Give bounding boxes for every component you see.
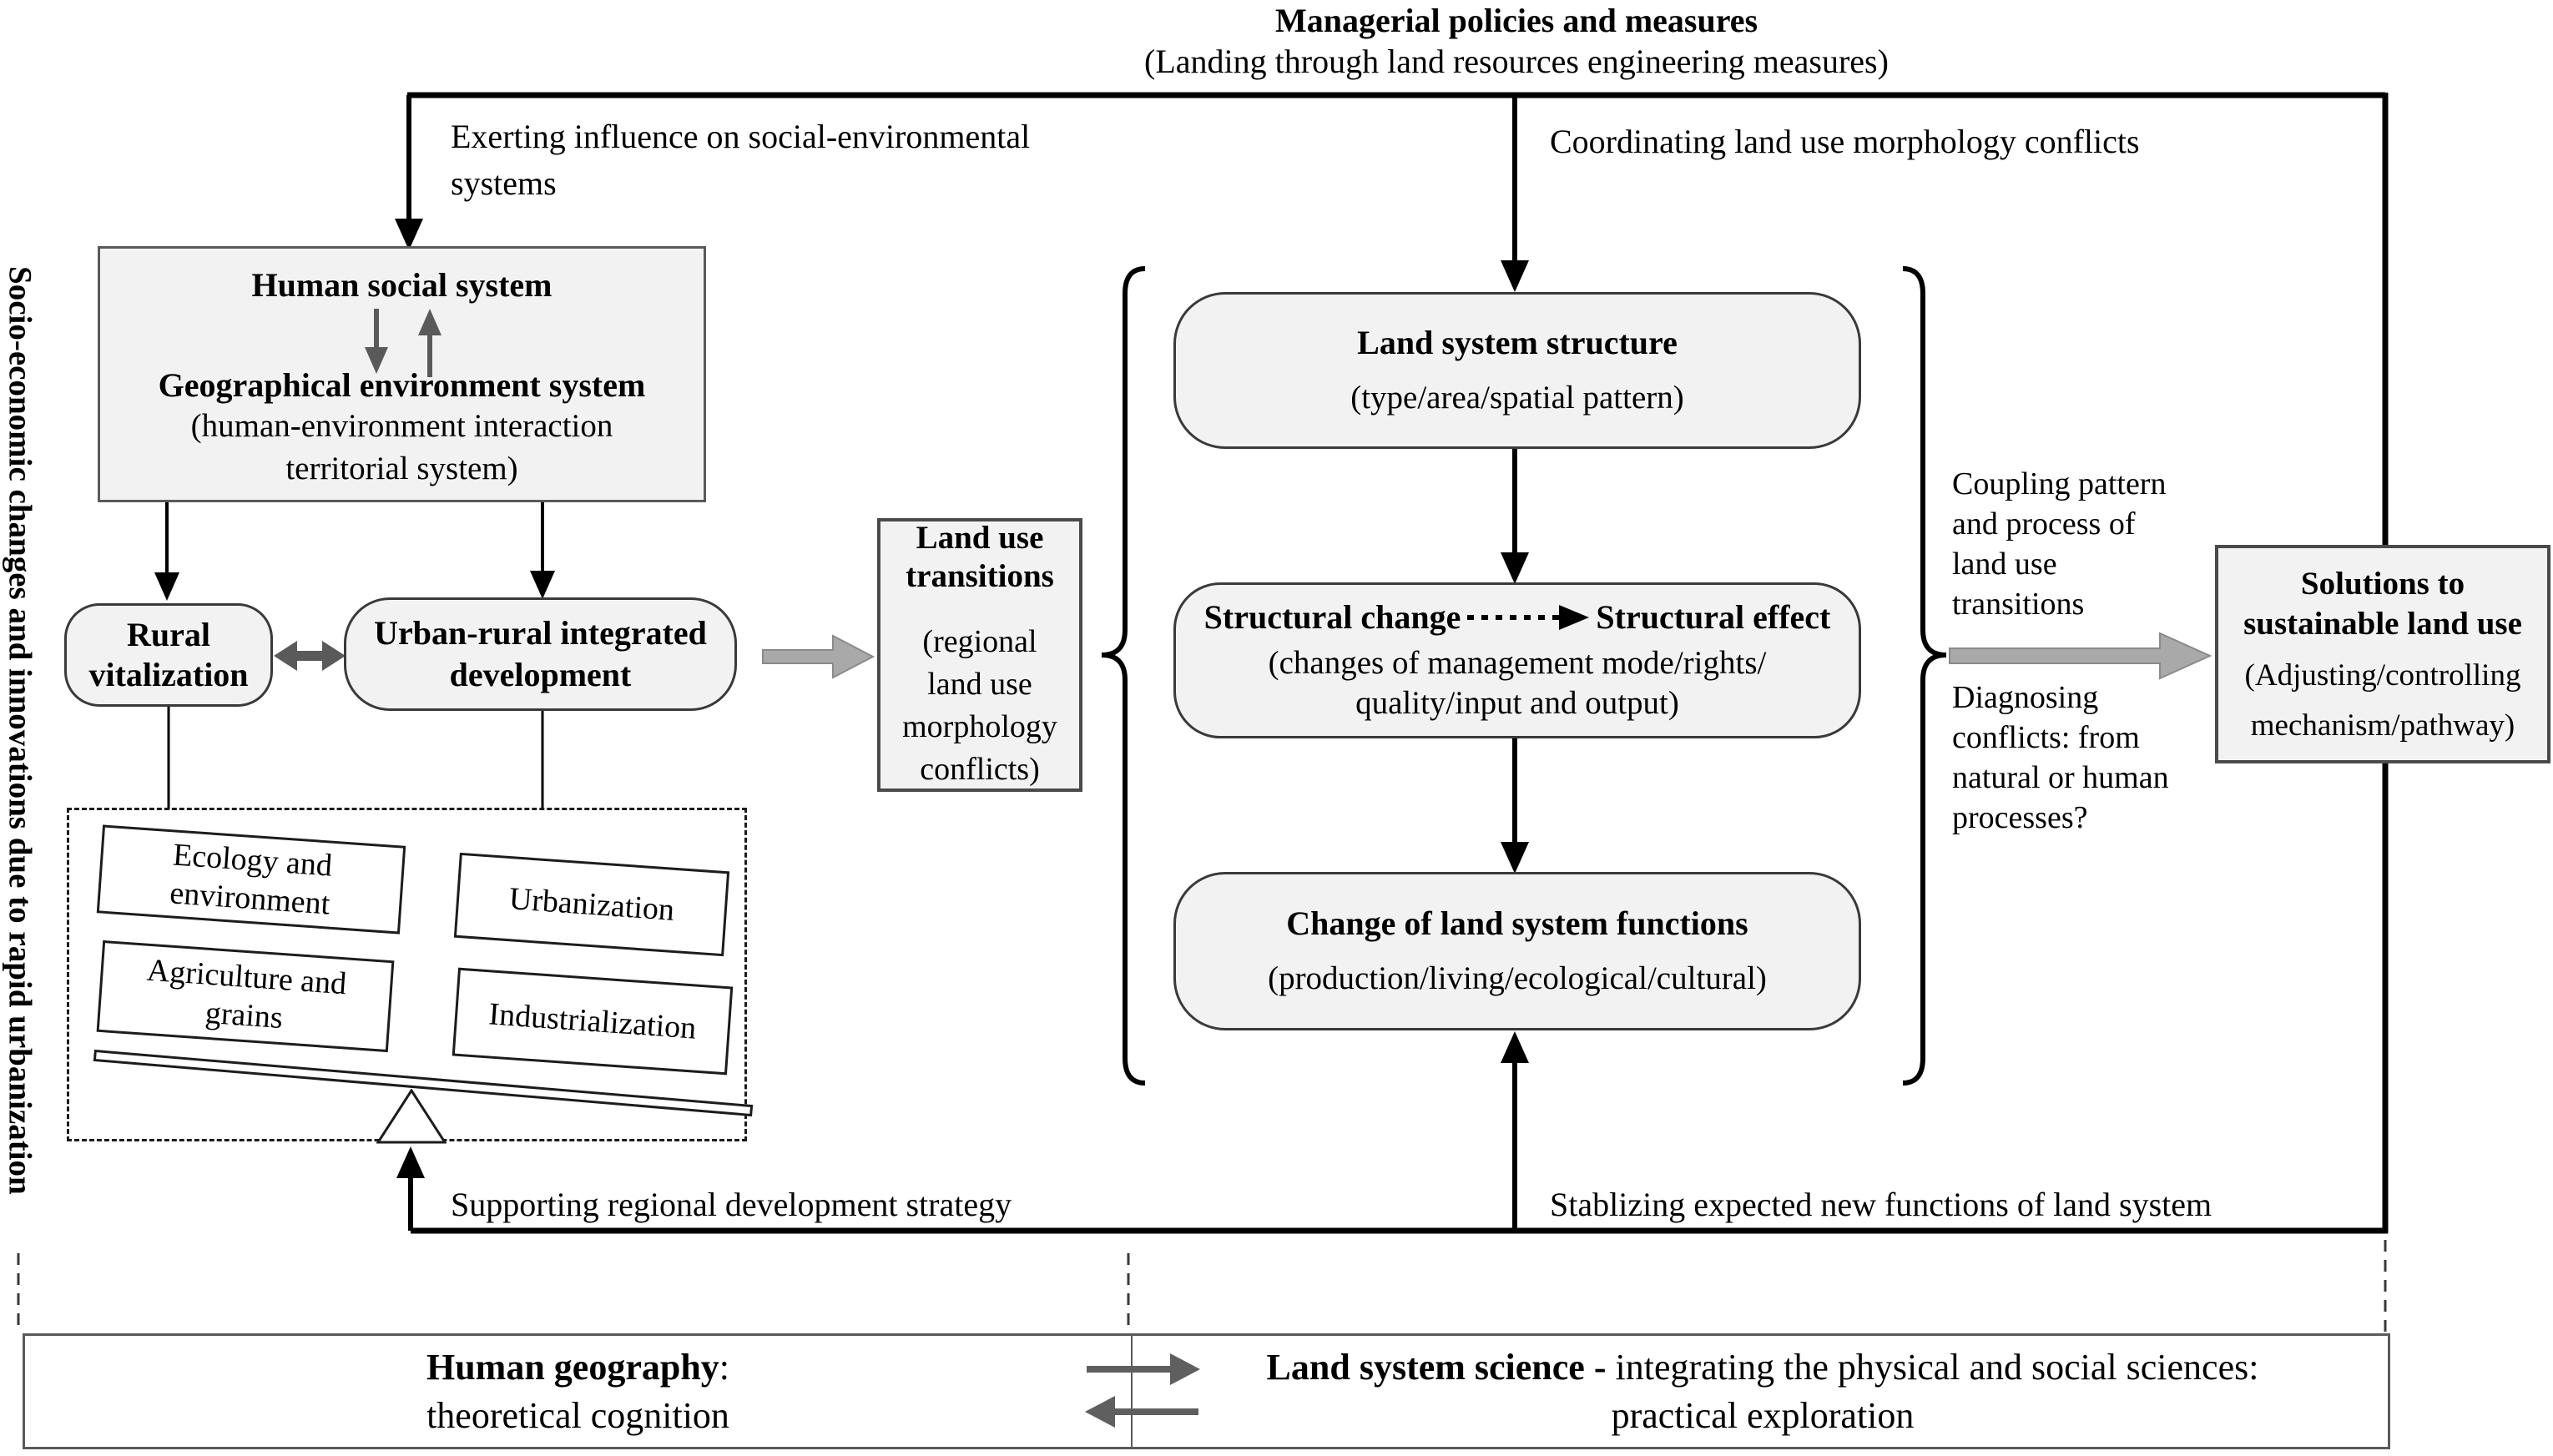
ecology-environment-box: Ecology and environment — [97, 824, 406, 934]
rural-vitalization-box: Rural vitalization — [64, 603, 273, 707]
note-diagnosing: Diagnosing conflicts: from natural or human processes? — [1952, 680, 2169, 835]
geographical-environment-system-label: Geographical environment system — [158, 366, 646, 404]
note-coupling: Coupling pattern and process of land use transitions — [1952, 466, 2167, 622]
note-stablizing: Stablizing expected new functions of land system — [1550, 1186, 2212, 1223]
human-geography-cell: Human geography: theoretical cognition — [25, 1336, 1131, 1447]
theoretical-cognition-label: theoretical cognition — [426, 1394, 729, 1436]
right-arrow-icon — [1170, 1353, 1200, 1385]
land-use-transitions-box: Land use transitions (regional land use morphology conflicts) — [877, 518, 1082, 792]
land-system-functions-box: Change of land system functions (production/living/ecological/cultural) — [1173, 872, 1861, 1030]
side-axis-label: Socio-economic changes and innovations due to rapid urbanization — [2, 265, 38, 1195]
urbanization-box: Urbanization — [454, 853, 729, 956]
land-system-structure-box: Land system structure (type/area/spatial pattern) — [1173, 292, 1861, 449]
left-arrow-icon — [1085, 1396, 1115, 1428]
human-environment-sub-line2: territorial system) — [285, 451, 518, 486]
agriculture-grains-box: Agriculture and grains — [97, 940, 395, 1052]
banner-subtitle: (Landing through land resources engineering measures) — [1144, 43, 1889, 80]
banner-title: Managerial policies and measures — [1274, 2, 1758, 39]
solutions-box: Solutions to sustainable land use (Adjusting/controlling mechanism/pathway) — [2215, 545, 2550, 763]
practical-exploration-label: practical exploration — [1611, 1394, 1915, 1436]
land-system-science-label: Land system science - — [1266, 1346, 1607, 1388]
structural-change-effect-box: Structural change Structural effect (changes of management mode/rights/ quality/input and output) — [1173, 582, 1861, 738]
note-supporting: Supporting regional development strategy — [451, 1186, 1012, 1223]
structural-change-label: Structural change — [1203, 598, 1461, 636]
human-environment-sub-line1: (human-environment interaction — [190, 408, 613, 444]
industrialization-box: Industrialization — [452, 968, 734, 1076]
note-coordinating: Coordinating land use morphology conflicts — [1550, 123, 2140, 160]
urban-rural-development-box: Urban-rural integrated development — [344, 597, 737, 711]
land-system-science-cell: Land system science - integrating the physical and social sciences: practical exploration — [1133, 1336, 2393, 1447]
structural-effect-label: Structural effect — [1596, 598, 1831, 636]
note-exerting: Exerting influence on social-environmental systems — [451, 118, 1031, 202]
human-geography-label: Human geography — [426, 1346, 719, 1388]
human-social-system-label: Human social system — [251, 266, 552, 304]
